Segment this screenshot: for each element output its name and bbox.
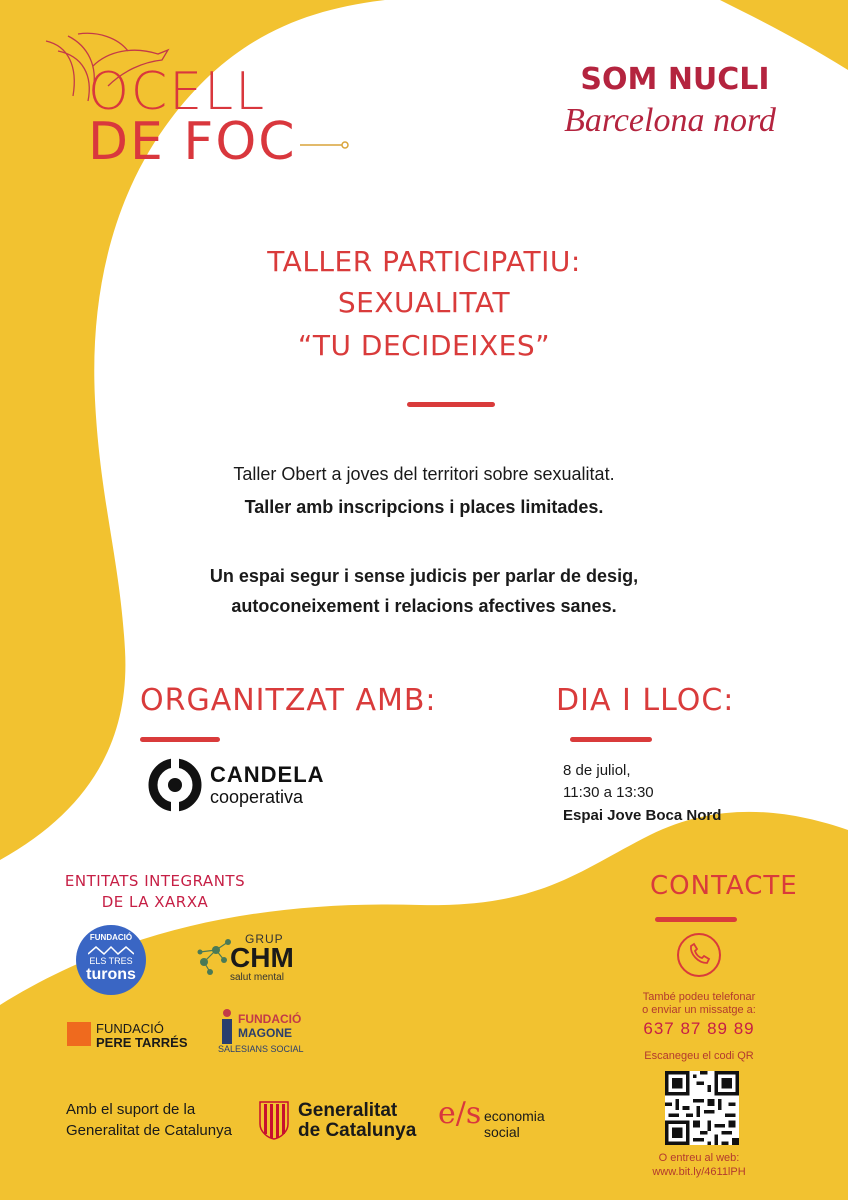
event-title-line2: SEXUALITAT bbox=[337, 286, 511, 319]
generalitat-line1: Generalitat bbox=[298, 1100, 398, 1121]
logo-line1: OCELL bbox=[88, 62, 267, 122]
phone-note-line1: També podeu telefonar bbox=[642, 991, 756, 1003]
organizer-name: CANDELA bbox=[210, 762, 325, 787]
event-inscriptions: Taller amb inscripcions i places limitades. bbox=[244, 497, 604, 517]
organizer-subtitle: cooperativa bbox=[210, 787, 304, 807]
network-heading-line2: DE LA XARXA bbox=[101, 893, 209, 911]
when-where-divider bbox=[570, 737, 652, 742]
phone-icon bbox=[676, 932, 722, 978]
phone-note-line2: o enviar un missatge a: bbox=[642, 1004, 756, 1016]
tres-turons-hills-icon bbox=[88, 945, 134, 955]
magone-line1: FUNDACIÓ bbox=[238, 1012, 302, 1026]
pere-tarres-line1: FUNDACIÓ bbox=[96, 1021, 164, 1036]
title-divider bbox=[407, 402, 495, 407]
generalitat-line2: de Catalunya bbox=[298, 1120, 417, 1141]
event-description-line1: Un espai segur i sense judicis per parlar de desig, bbox=[209, 566, 639, 586]
economia-social-line2: social bbox=[484, 1124, 520, 1140]
event-place: Espai Jove Boca Nord bbox=[563, 807, 722, 824]
magone-person-icon bbox=[218, 1008, 236, 1044]
magone-line3: SALESIANS SOCIAL bbox=[218, 1044, 304, 1054]
pere-tarres-line2: PERE TARRÉS bbox=[96, 1035, 188, 1050]
economia-social-line1: economia bbox=[484, 1108, 545, 1124]
program-name: SOM NUCLI bbox=[580, 62, 770, 97]
contact-divider bbox=[655, 917, 737, 922]
logo-line2: DE FOC bbox=[88, 112, 297, 172]
tres-turons-big: turons bbox=[86, 966, 136, 983]
contact-heading: CONTACTE bbox=[650, 871, 798, 901]
candela-logo-icon bbox=[148, 758, 202, 812]
event-time: 11:30 a 13:30 bbox=[563, 784, 654, 801]
program-subtitle: Barcelona nord bbox=[564, 102, 776, 139]
tres-turons-small: FUNDACIÓ bbox=[89, 933, 133, 942]
organized-heading: ORGANITZAT AMB: bbox=[140, 683, 437, 718]
economia-social-mark: e/s bbox=[438, 1096, 482, 1131]
event-date: 8 de juliol, bbox=[563, 762, 631, 779]
contact-phone[interactable]: 637 87 89 89 bbox=[643, 1019, 755, 1038]
web-note: O entreu al web: bbox=[658, 1152, 740, 1164]
network-heading-line1: ENTITATS INTEGRANTS bbox=[64, 872, 246, 890]
event-description-line2: autoconeixement i relacions afectives sanes. bbox=[231, 596, 617, 616]
qr-code[interactable] bbox=[665, 1071, 739, 1145]
event-title-line1: TALLER PARTICIPATIU: bbox=[267, 245, 581, 278]
organized-divider bbox=[140, 737, 220, 742]
chm-sub: salut mental bbox=[230, 972, 284, 983]
yellow-top-right-blob bbox=[720, 0, 848, 70]
magone-line2: MAGONE bbox=[238, 1026, 292, 1040]
logo-arrow-line bbox=[300, 138, 350, 152]
qr-note: Escanegeu el codi QR bbox=[644, 1050, 754, 1062]
chm-big: CHM bbox=[230, 942, 294, 973]
support-text-line1: Amb el suport de la bbox=[66, 1101, 196, 1118]
generalitat-shield-icon bbox=[258, 1100, 290, 1140]
pere-tarres-square bbox=[67, 1022, 91, 1046]
support-text-line2: Generalitat de Catalunya bbox=[66, 1122, 232, 1139]
web-url[interactable]: www.bit.ly/4611lPH bbox=[652, 1166, 746, 1178]
tres-turons-mid: ELS TRES bbox=[89, 956, 133, 966]
when-where-heading: DIA I LLOC: bbox=[556, 683, 735, 718]
event-title-line3: “TU DECIDEIXES” bbox=[297, 329, 551, 362]
chm-top: GRUP bbox=[245, 932, 284, 946]
event-intro: Taller Obert a joves del territori sobre sexualitat. bbox=[233, 464, 615, 484]
